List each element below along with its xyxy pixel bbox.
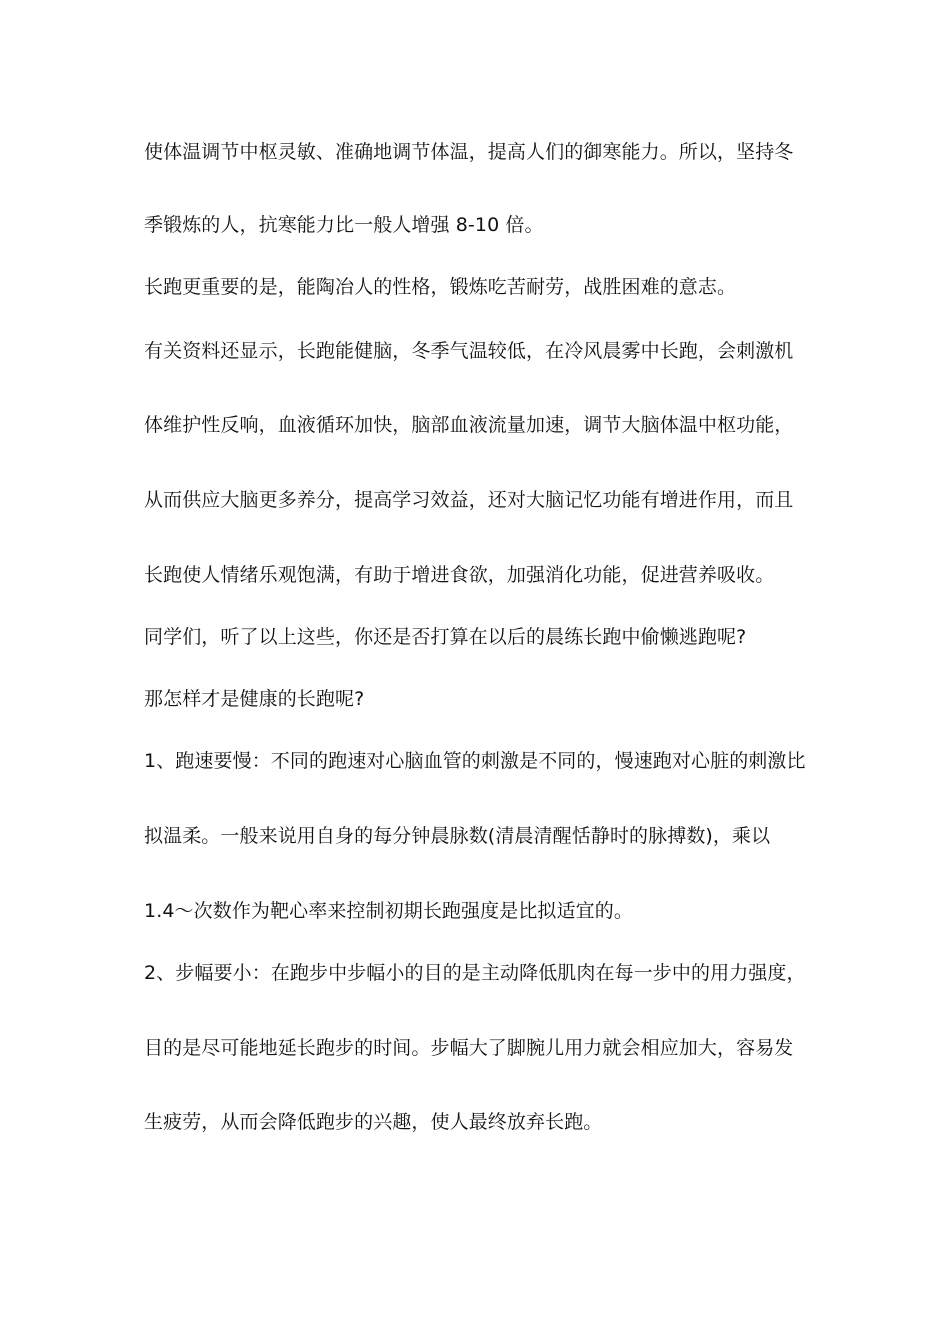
text-line: 长跑使人情绪乐观饱满，有助于增进食欲，加强消化功能，促进营养吸收。	[144, 564, 775, 586]
text-line: 1、跑速要慢：不同的跑速对心脑血管的刺激是不同的，慢速跑对心脏的刺激比	[144, 750, 806, 772]
text-line: 2、步幅要小：在跑步中步幅小的目的是主动降低肌肉在每一步中的用力强度，	[144, 962, 806, 984]
text-line: 长跑更重要的是，能陶冶人的性格，锻炼吃苦耐劳，战胜困难的意志。	[144, 276, 737, 298]
text-line: 季锻炼的人，抗寒能力比一般人增强 8-10 倍。	[144, 214, 544, 236]
text-line: 目的是尽可能地延长跑步的时间。步幅大了脚腕儿用力就会相应加大，容易发	[144, 1037, 794, 1059]
text-line: 生疲劳，从而会降低跑步的兴趣，使人最终放弃长跑。	[144, 1111, 603, 1133]
text-line: 1.4～次数作为靶心率来控制初期长跑强度是比拟适宜的。	[144, 900, 633, 922]
text-line: 体维护性反响，血液循环加快，脑部血液流量加速，调节大脑体温中枢功能，	[144, 414, 794, 436]
text-line: 从而供应大脑更多养分，提高学习效益，还对大脑记忆功能有增进作用，而且	[144, 489, 794, 511]
text-line: 有关资料还显示，长跑能健脑，冬季气温较低，在冷风晨雾中长跑，会刺激机	[144, 340, 794, 362]
text-line: 那怎样才是健康的长跑呢?	[144, 688, 365, 710]
text-line: 同学们，听了以上这些，你还是否打算在以后的晨练长跑中偷懒逃跑呢?	[144, 626, 747, 648]
text-line: 使体温调节中枢灵敏、准确地调节体温，提高人们的御寒能力。所以，坚持冬	[144, 141, 794, 163]
text-line: 拟温柔。一般来说用自身的每分钟晨脉数(清晨清醒恬静时的脉搏数)，乘以	[144, 825, 771, 847]
